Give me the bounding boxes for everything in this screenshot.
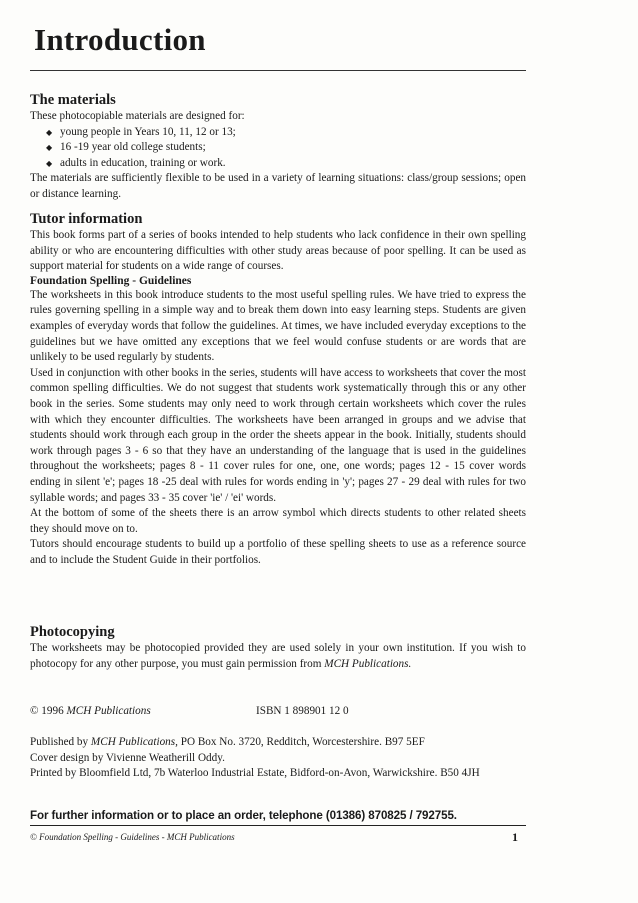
photocopying-heading: Photocopying [30, 624, 115, 640]
copyright-prefix: © 1996 [30, 705, 64, 717]
list-item: ◆ young people in Years 10, 11, 12 or 13; [30, 125, 526, 141]
title-divider [30, 70, 526, 71]
order-information: For further information or to place an order, telephone (01386) 870825 / 792755. [30, 809, 457, 822]
materials-list [30, 125, 526, 172]
materials-section [30, 92, 526, 203]
isbn: ISBN 1 898901 12 0 [256, 705, 349, 717]
page-number: 1 [512, 830, 518, 844]
tutor-paragraph-4: At the bottom of some of the sheets there is an arrow symbol which directs students to other related sheets they should move on to. [30, 507, 526, 535]
tutor-paragraph-3: Used in conjunction with other books in the series, students will have access to worksheets that cover the most common spelling difficulties. We do not suggest that students work systematically through this or any other book in the series. Some students may only need to work through certain worksheets which cover the rules with which they encounter difficulties. The worksheets have been arranged in groups and we advise that students should work through each group in the order the sheets appear in the book. Initially, students should work through pages 3 - 6 so that they have an understanding of the language that is used in the guidelines throughout the worksheets; pages 8 - 11 cover rules for one, one, one words; pages 12 - 15 cover words ending in silent 'e'; pages 18 -25 deal with rules for words ending in 'y'; pages 27 - 29 deal with rules for two syllable words; and pages 33 - 35 cover 'ie' / 'ei' words. [30, 366, 526, 504]
materials-closing: The materials are sufficiently flexible to be used in a variety of learning situations: class/group sessions; open or distance learning. [30, 172, 526, 200]
materials-heading: The materials [30, 92, 116, 108]
copyright-line [30, 704, 526, 720]
tutor-paragraph-1: This book forms part of a series of books intended to help students who lack confidence in their own spelling ability or who are encountering difficulties with other study areas because of poor spelling. It can be used as support material for students on a wide range of courses. [30, 229, 526, 273]
tutor-paragraph-5: Tutors should encourage students to build up a portfolio of these spelling sheets to use as a reference source and to include the Student Guide in their portfolios. [30, 538, 526, 566]
list-item: ◆ 16 -19 year old college students; [30, 140, 526, 156]
photocopying-body: The worksheets may be photocopied provided they are used solely in your own institution. If you wish to photocopy for any other purpose, you must gain permission from [30, 642, 526, 670]
tutor-section [30, 211, 526, 568]
series-credit: © Foundation Spelling - Guidelines - MCH Publications [30, 832, 235, 842]
tutor-paragraph-2: The worksheets in this book introduce students to the most useful spelling rules. We have tried to express the rules governing spelling in a simple way and to break them down into easy learning steps. Students are given examples of everyday words that follow the guidelines. At times, we have included everyday exceptions to the guidelines but we have omitted any exceptions that we feel would confuse students or are words that are unlikely to be used regularly by students. [30, 288, 526, 364]
materials-intro: These photocopiable materials are designed for: [30, 110, 245, 122]
printer-credit: Printed by Bloomfield Ltd, 7b Waterloo Industrial Estate, Bidford-on-Avon, Warwickshire. B50 4JH [30, 767, 480, 780]
photocopying-text [30, 641, 526, 672]
tutor-heading: Tutor information [30, 211, 143, 227]
page-title: Introduction [34, 22, 206, 57]
photocopying-publisher: MCH Publications. [324, 657, 412, 670]
photocopying-section [30, 624, 526, 672]
credits-section [30, 735, 526, 782]
guidelines-subheading: Foundation Spelling - Guidelines [30, 274, 192, 287]
copyright-publisher: MCH Publications [66, 705, 151, 717]
published-publisher: MCH Publications, [90, 736, 178, 748]
published-address: PO Box No. 3720, Redditch, Worcestershire. B97 5EF [180, 736, 425, 748]
footer-divider [30, 825, 526, 826]
cover-credit: Cover design by Vivienne Weatherill Oddy. [30, 751, 225, 764]
list-item: ◆ adults in education, training or work. [30, 156, 526, 172]
published-prefix: Published by [30, 736, 89, 748]
